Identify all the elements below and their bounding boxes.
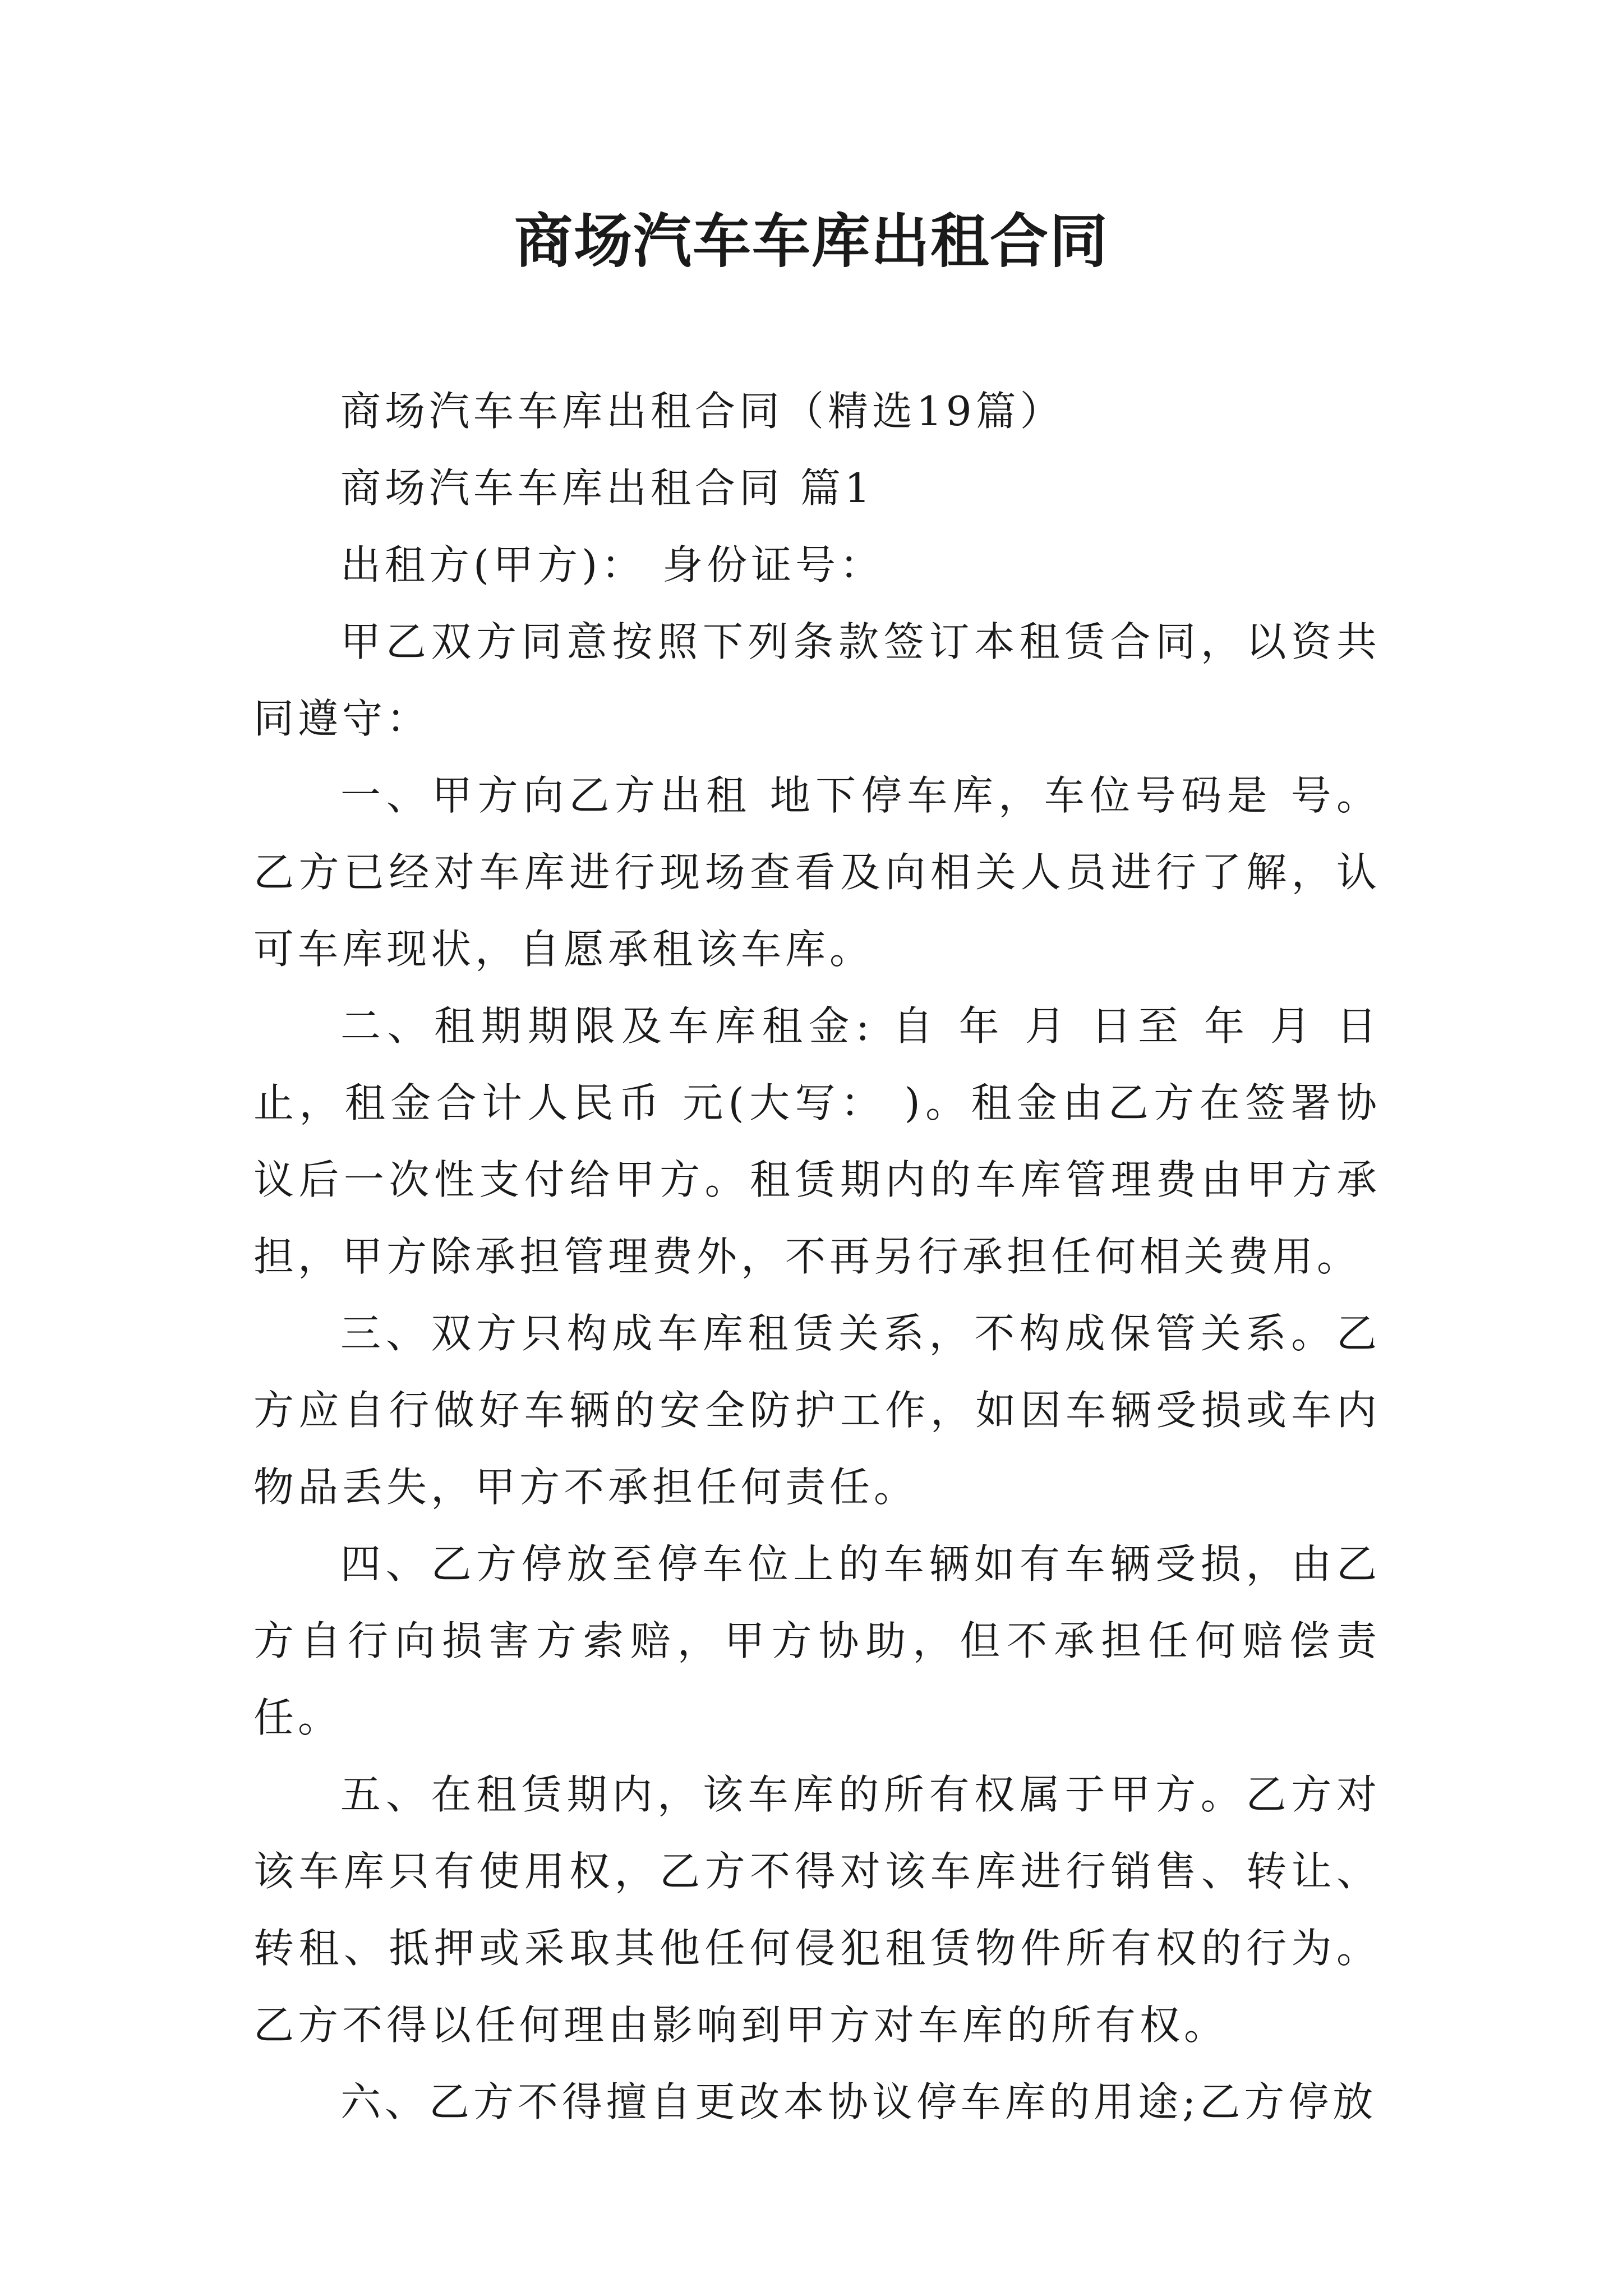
paragraph-preamble: 甲乙双方同意按照下列条款签订本租赁合同，以资共同遵守： — [253, 618, 1381, 742]
paragraph-subtitle: 商场汽车车库出租合同（精选19篇） — [340, 388, 1064, 435]
paragraph-lessor-line: 出租方(甲方)： 身份证号： — [340, 541, 884, 588]
document-body — [253, 373, 1381, 2141]
paragraph-section-heading: 商场汽车车库出租合同 篇1 — [340, 464, 874, 512]
paragraph-clause-3: 三、双方只构成车库租赁关系，不构成保管关系。乙方应自行做好车辆的安全防护工作，如因车辆受损或车内物品丢失，甲方不承担任何责任。 — [253, 1310, 1381, 1511]
paragraph-clause-1: 一、甲方向乙方出租 地下停车库，车位号码是 号。乙方已经对车库进行现场查看及向相关人员进行了解，认可车库现状，自愿承租该车库。 — [253, 772, 1381, 973]
paragraph-clause-2: 二、租期期限及车库租金: 自 年 月 日至 年 月 日止，租金合计人民币 元(大写： )。租金由乙方在签署协议后一次性支付给甲方。租赁期内的车库管理费由甲方承担，甲方除承担管理费外，不再另行承担任何相关费用。 — [253, 1002, 1381, 1280]
paragraph-clause-6: 六、乙方不得擅自更改本协议停车库的用途;乙方停放 — [340, 2078, 1377, 2125]
paragraph-clause-4: 四、乙方停放至停车位上的车辆如有车辆受损，由乙方自行向损害方索赔，甲方协助，但不承担任何赔偿责任。 — [253, 1540, 1381, 1741]
document-title: 商场汽车车库出租合同 — [514, 207, 1109, 275]
paragraph-clause-5: 五、在租赁期内，该车库的所有权属于甲方。乙方对该车库只有使用权，乙方不得对该车库进行销售、转让、转租、抵押或采取其他任何侵犯租赁物件所有权的行为。乙方不得以任何理由影响到甲方对车库的所有权。 — [253, 1771, 1381, 2049]
